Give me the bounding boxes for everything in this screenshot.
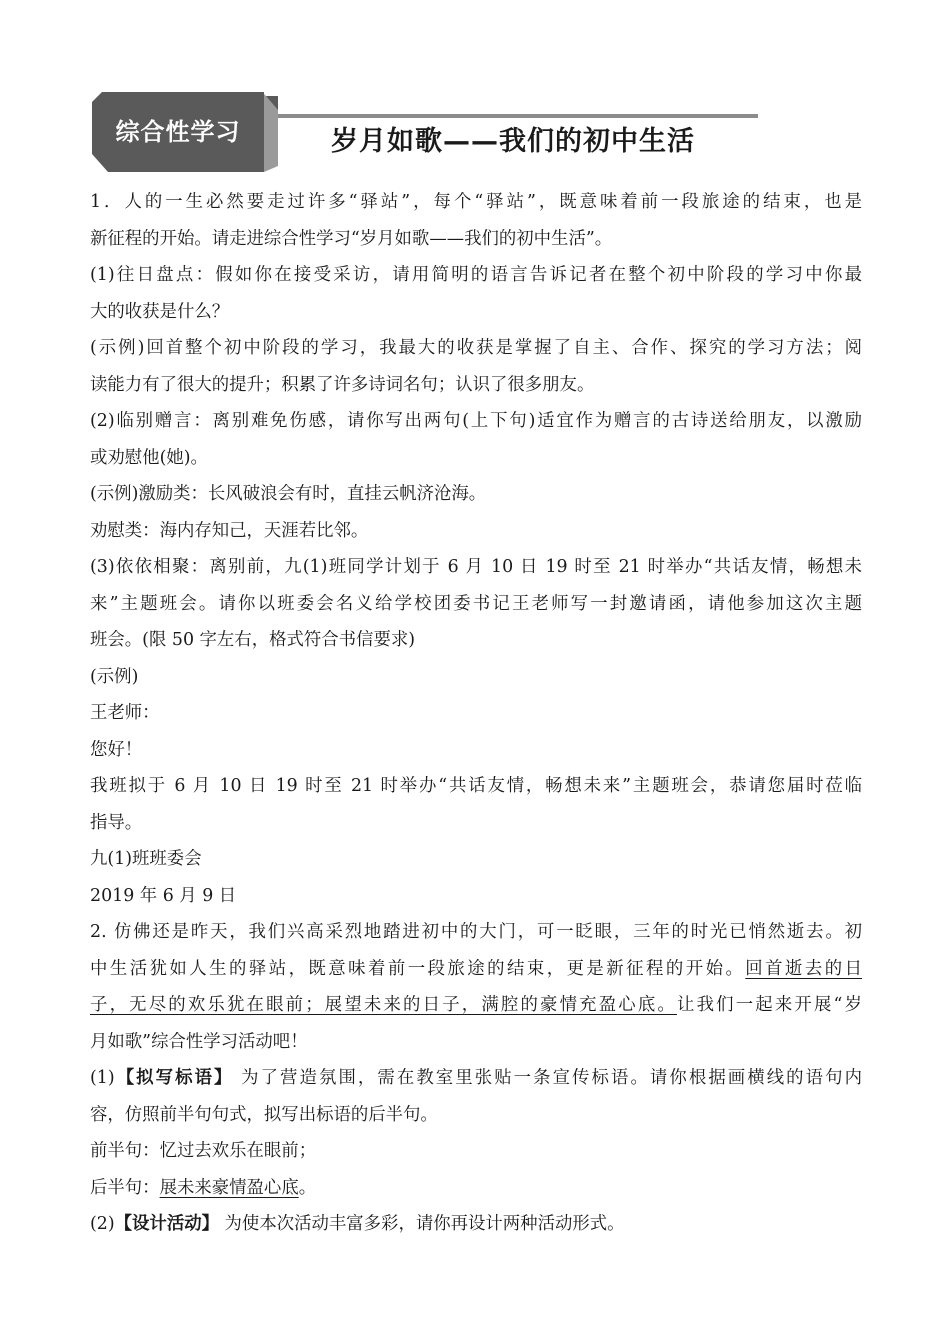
q2-intro-line-3-text: 让我们一起来开展“岁 <box>677 995 862 1015</box>
q1-part3-line-1: (3)依依相聚：离别前，九(1)班同学计划于 6 月 10 日 19 时至 21 时举办“共话友情，畅想未 <box>90 557 862 577</box>
q2-intro-line-4: 月如歌”综合性学习活动吧！ <box>90 1031 308 1052</box>
q2-second-half-answer: 展未来豪情盈心底 <box>159 1177 299 1198</box>
letter-salutation: 王老师： <box>90 703 160 723</box>
banner-tag-label: 综合性学习 <box>115 118 241 146</box>
q1-part2-line-1: (2)临别赠言：离别难免伤感，请你写出两句(上下句)适宜作为赠言的古诗送给朋友，以激励 <box>90 411 862 431</box>
q2-second-half <box>90 1170 862 1207</box>
q1-answer1-line-1: (示例)回首整个初中阶段的学习，我最大的收获是掌握了自主、合作、探究的学习方法；阅 <box>90 338 862 358</box>
banner-top-rule <box>278 114 758 118</box>
letter-body-line-2: 指导。 <box>90 812 143 833</box>
q2-part2-text: 为使本次活动丰富多彩，请你再设计两种活动形式。 <box>224 1214 625 1234</box>
letter-greeting: 您好！ <box>90 739 143 760</box>
q2-part2-number: (2) <box>90 1214 115 1234</box>
q1-answer2-line-1: (示例)激励类：长风破浪会有时，直挂云帆济沧海。 <box>90 484 487 504</box>
q1-part3-line-2: 来”主题班会。请你以班委会名义给学校团委书记王老师写一封邀请函，请他参加这次主题 <box>90 593 862 614</box>
q1-answer3-label: (示例) <box>90 666 139 687</box>
letter-date: 2019 年 6 月 9 日 <box>90 885 237 906</box>
q1-part3-line-3: 班会。(限 50 字左右，格式符合书信要求) <box>90 630 416 650</box>
page-title: 岁月如歌——我们的初中生活 <box>331 126 695 157</box>
q2-part2-line-1 <box>90 1206 862 1243</box>
q2-intro-line-2-text: 中生活犹如人生的驿站，既意味着前一段旅途的结束，更是新征程的开始。 <box>90 958 746 979</box>
q1-part1-line-2: 大的收获是什么？ <box>90 301 230 322</box>
q2-intro-line-1: 2. 仿佛还是昨天，我们兴高采烈地踏进初中的大门，可一眨眼，三年的时光已悄然逝去。初 <box>90 922 862 942</box>
q2-intro-line-3 <box>90 987 862 1024</box>
q2-part1-line-2: 容，仿照前半句句式，拟写出标语的后半句。 <box>90 1104 438 1125</box>
q2-part1-line-1 <box>90 1060 862 1097</box>
q2-part1-number: (1) <box>90 1068 115 1088</box>
q2-first-half: 前半句：忆过去欢乐在眼前； <box>90 1141 317 1161</box>
q2-part1-text: 为了营造氛围，需在教室里张贴一条宣传标语。请你根据画横线的语句内 <box>241 1068 862 1088</box>
q1-intro-line-1: 1．人的一生必然要走过许多“驿站”，每个“驿站”，既意味着前一段旅途的结束，也是 <box>90 192 862 212</box>
document-body <box>90 184 862 1243</box>
section-banner <box>92 92 760 176</box>
letter-signature: 九(1)班班委会 <box>90 849 202 869</box>
q2-second-half-label: 后半句： <box>90 1177 160 1198</box>
q2-underlined-sentence-end: 子，无尽的欢乐犹在眼前；展望未来的日子，满腔的豪情充盈心底。 <box>90 995 677 1015</box>
q1-part1-line-1: (1)往日盘点：假如你在接受采访，请用简明的语言告诉记者在整个初中阶段的学习中你最 <box>90 265 862 285</box>
q2-part1-tag: 【拟写标语】 <box>114 1068 234 1088</box>
q1-answer1-line-2: 读能力有了很大的提升；积累了许多诗词名句；认识了很多朋友。 <box>90 374 595 395</box>
q1-answer2-line-2: 劝慰类：海内存知己，天涯若比邻。 <box>90 520 369 541</box>
q2-intro-line-2 <box>90 951 862 988</box>
letter-body-line-1: 我班拟于 6 月 10 日 19 时至 21 时举办“共话友情，畅想未来”主题班会，恭请您届时莅临 <box>90 776 862 796</box>
q2-part2-tag: 【设计活动】 <box>114 1214 219 1234</box>
q2-second-half-end: 。 <box>298 1177 317 1198</box>
q2-underlined-sentence-start: 回首逝去的日 <box>745 958 862 979</box>
q1-part2-line-2: 或劝慰他(她)。 <box>90 447 208 468</box>
q1-intro-line-2: 新征程的开始。请走进综合性学习“岁月如歌——我们的初中生活”。 <box>90 228 613 249</box>
